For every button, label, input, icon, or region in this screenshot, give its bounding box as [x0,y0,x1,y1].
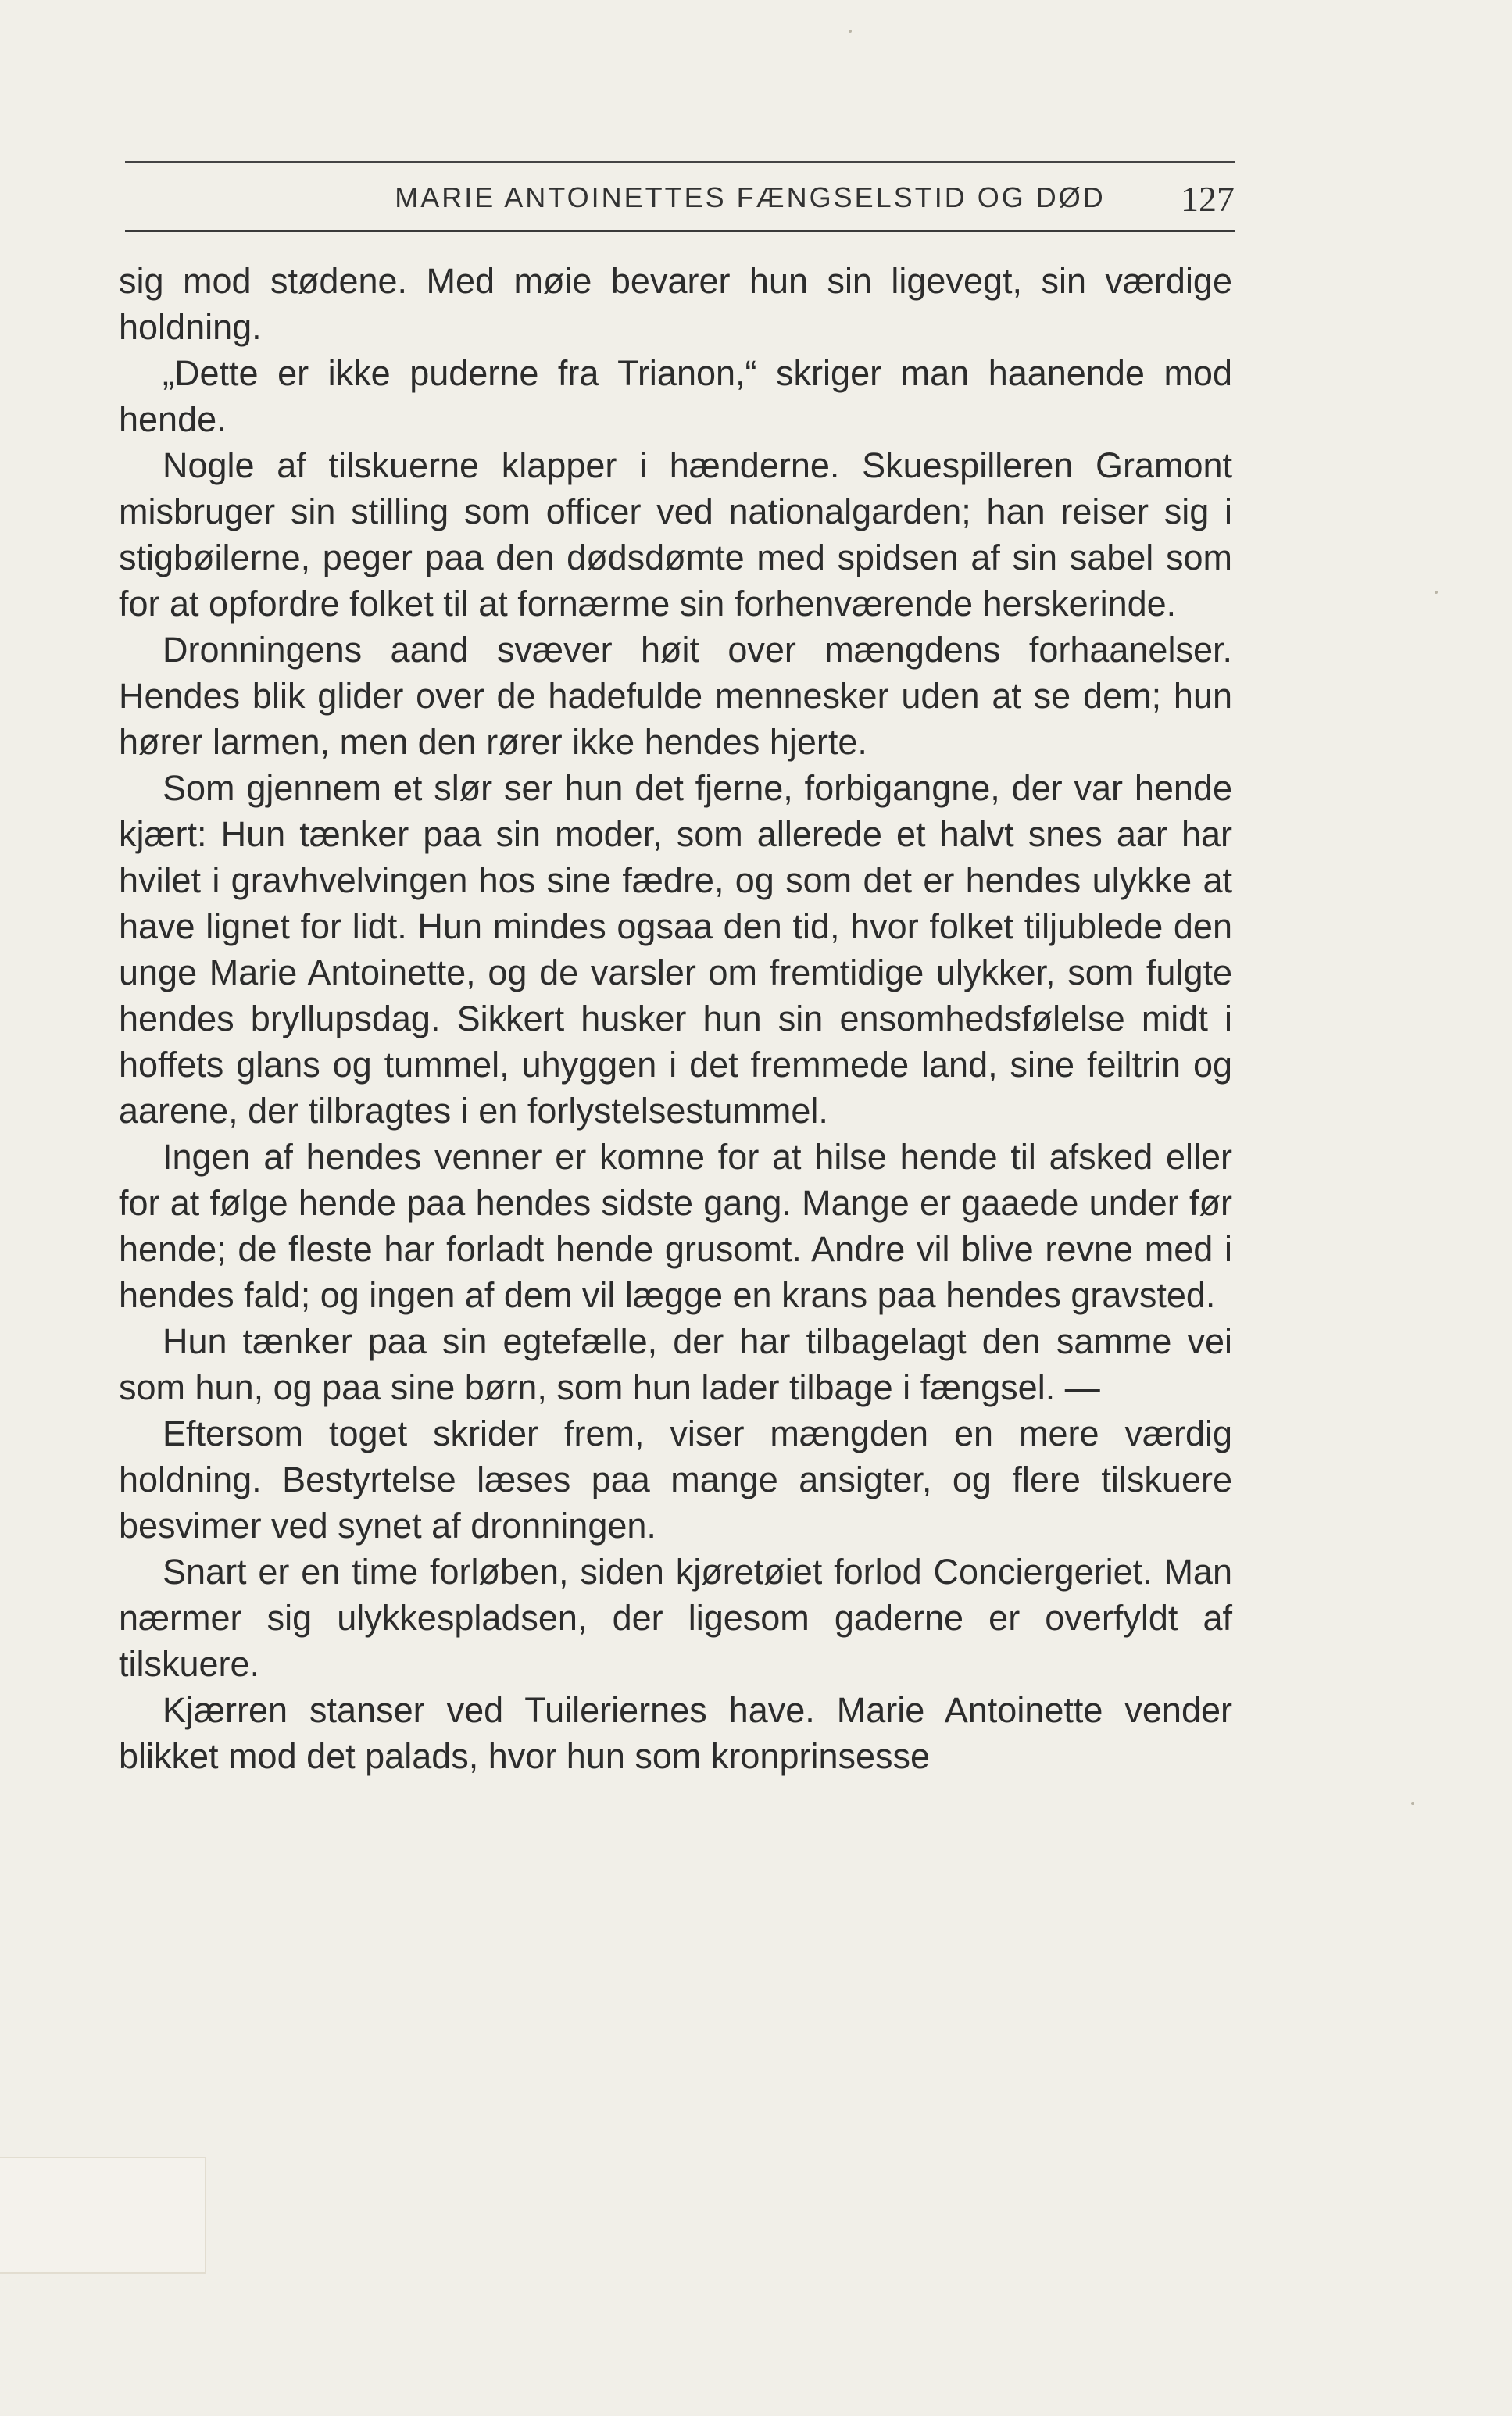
running-head [125,177,1235,223]
paragraph: Nogle af tilskuerne klapper i hænderne. Skuespilleren Gramont misbruger sin stilling som officer ved nationalgarden; han reiser sig i stigbøilerne, peger paa den dødsdømte med spidsen af sin sabel som for at opfordre folket til at fornærme sin forhenværende herskerinde. [119,445,1232,624]
header-top-rule [125,161,1235,163]
paragraph: „Dette er ikke puderne fra Trianon,“ skriger man haanende mod hende. [119,353,1232,439]
paragraph: Eftersom toget skrider frem, viser mængden en mere værdig holdning. Bestyrtelse læses paa mange ansigter, og flere tilskuere besvimer ved synet af dronningen. [119,1414,1232,1546]
paper-label-mark [0,2157,206,2274]
running-title: MARIE ANTOINETTES FÆNGSELSTID OG DØD [395,181,1106,213]
paragraph: Dronningens aand svæver høit over mængdens forhaanelser. Hendes blik glider over de hadefulde mennesker uden at se dem; hun hører larmen, men den rører ikke hendes hjerte. [119,630,1232,762]
paper-speck [1411,1802,1414,1805]
paragraph: Kjærren stanser ved Tuileriernes have. Marie Antoinette vender blikket mod det palads, hvor hun som kronprinsesse [119,1690,1232,1776]
paragraph: Ingen af hendes venner er komne for at hilse hende til afsked eller for at følge hende paa hendes sidste gang. Mange er gaaede under før hende; de fleste har forladt hende grusomt. Andre vil blive revne med i hendes fald; og ingen af dem vil lægge en krans paa hendes gravsted. [119,1137,1232,1315]
header-bottom-rule [125,230,1235,232]
page-number: 127 [1181,179,1235,219]
paper-speck [849,30,852,33]
body-text [119,258,1232,1779]
paragraph: Snart er en time forløben, siden kjøretøiet forlod Conciergeriet. Man nærmer sig ulykkespladsen, der ligesom gaderne er overfyldt af tilskuere. [119,1552,1232,1684]
paragraph: Hun tænker paa sin egtefælle, der har tilbagelagt den samme vei som hun, og paa sine børn, som hun lader tilbage i fængsel. — [119,1321,1232,1407]
paper-speck [1435,591,1438,594]
paragraph: Som gjennem et slør ser hun det fjerne, forbigangne, der var hende kjært: Hun tænker paa sin moder, som allerede et halvt snes aar har hvilet i gravhvelvingen hos sine fædre, og som det er hendes ulykke at have lignet for lidt. Hun mindes ogsaa den tid, hvor folket tiljublede den unge Marie Antoinette, og de varsler om fremtidige ulykker, som fulgte hendes bryllupsdag. Sikkert husker hun sin ensomhedsfølelse midt i hoffets glans og tummel, uhyggen i det fremmede land, sine feiltrin og aarene, der tilbragtes i en forlystelsestummel. [119,768,1232,1131]
paragraph: sig mod stødene. Med møie bevarer hun sin ligevegt, sin værdige holdning. [119,261,1232,347]
